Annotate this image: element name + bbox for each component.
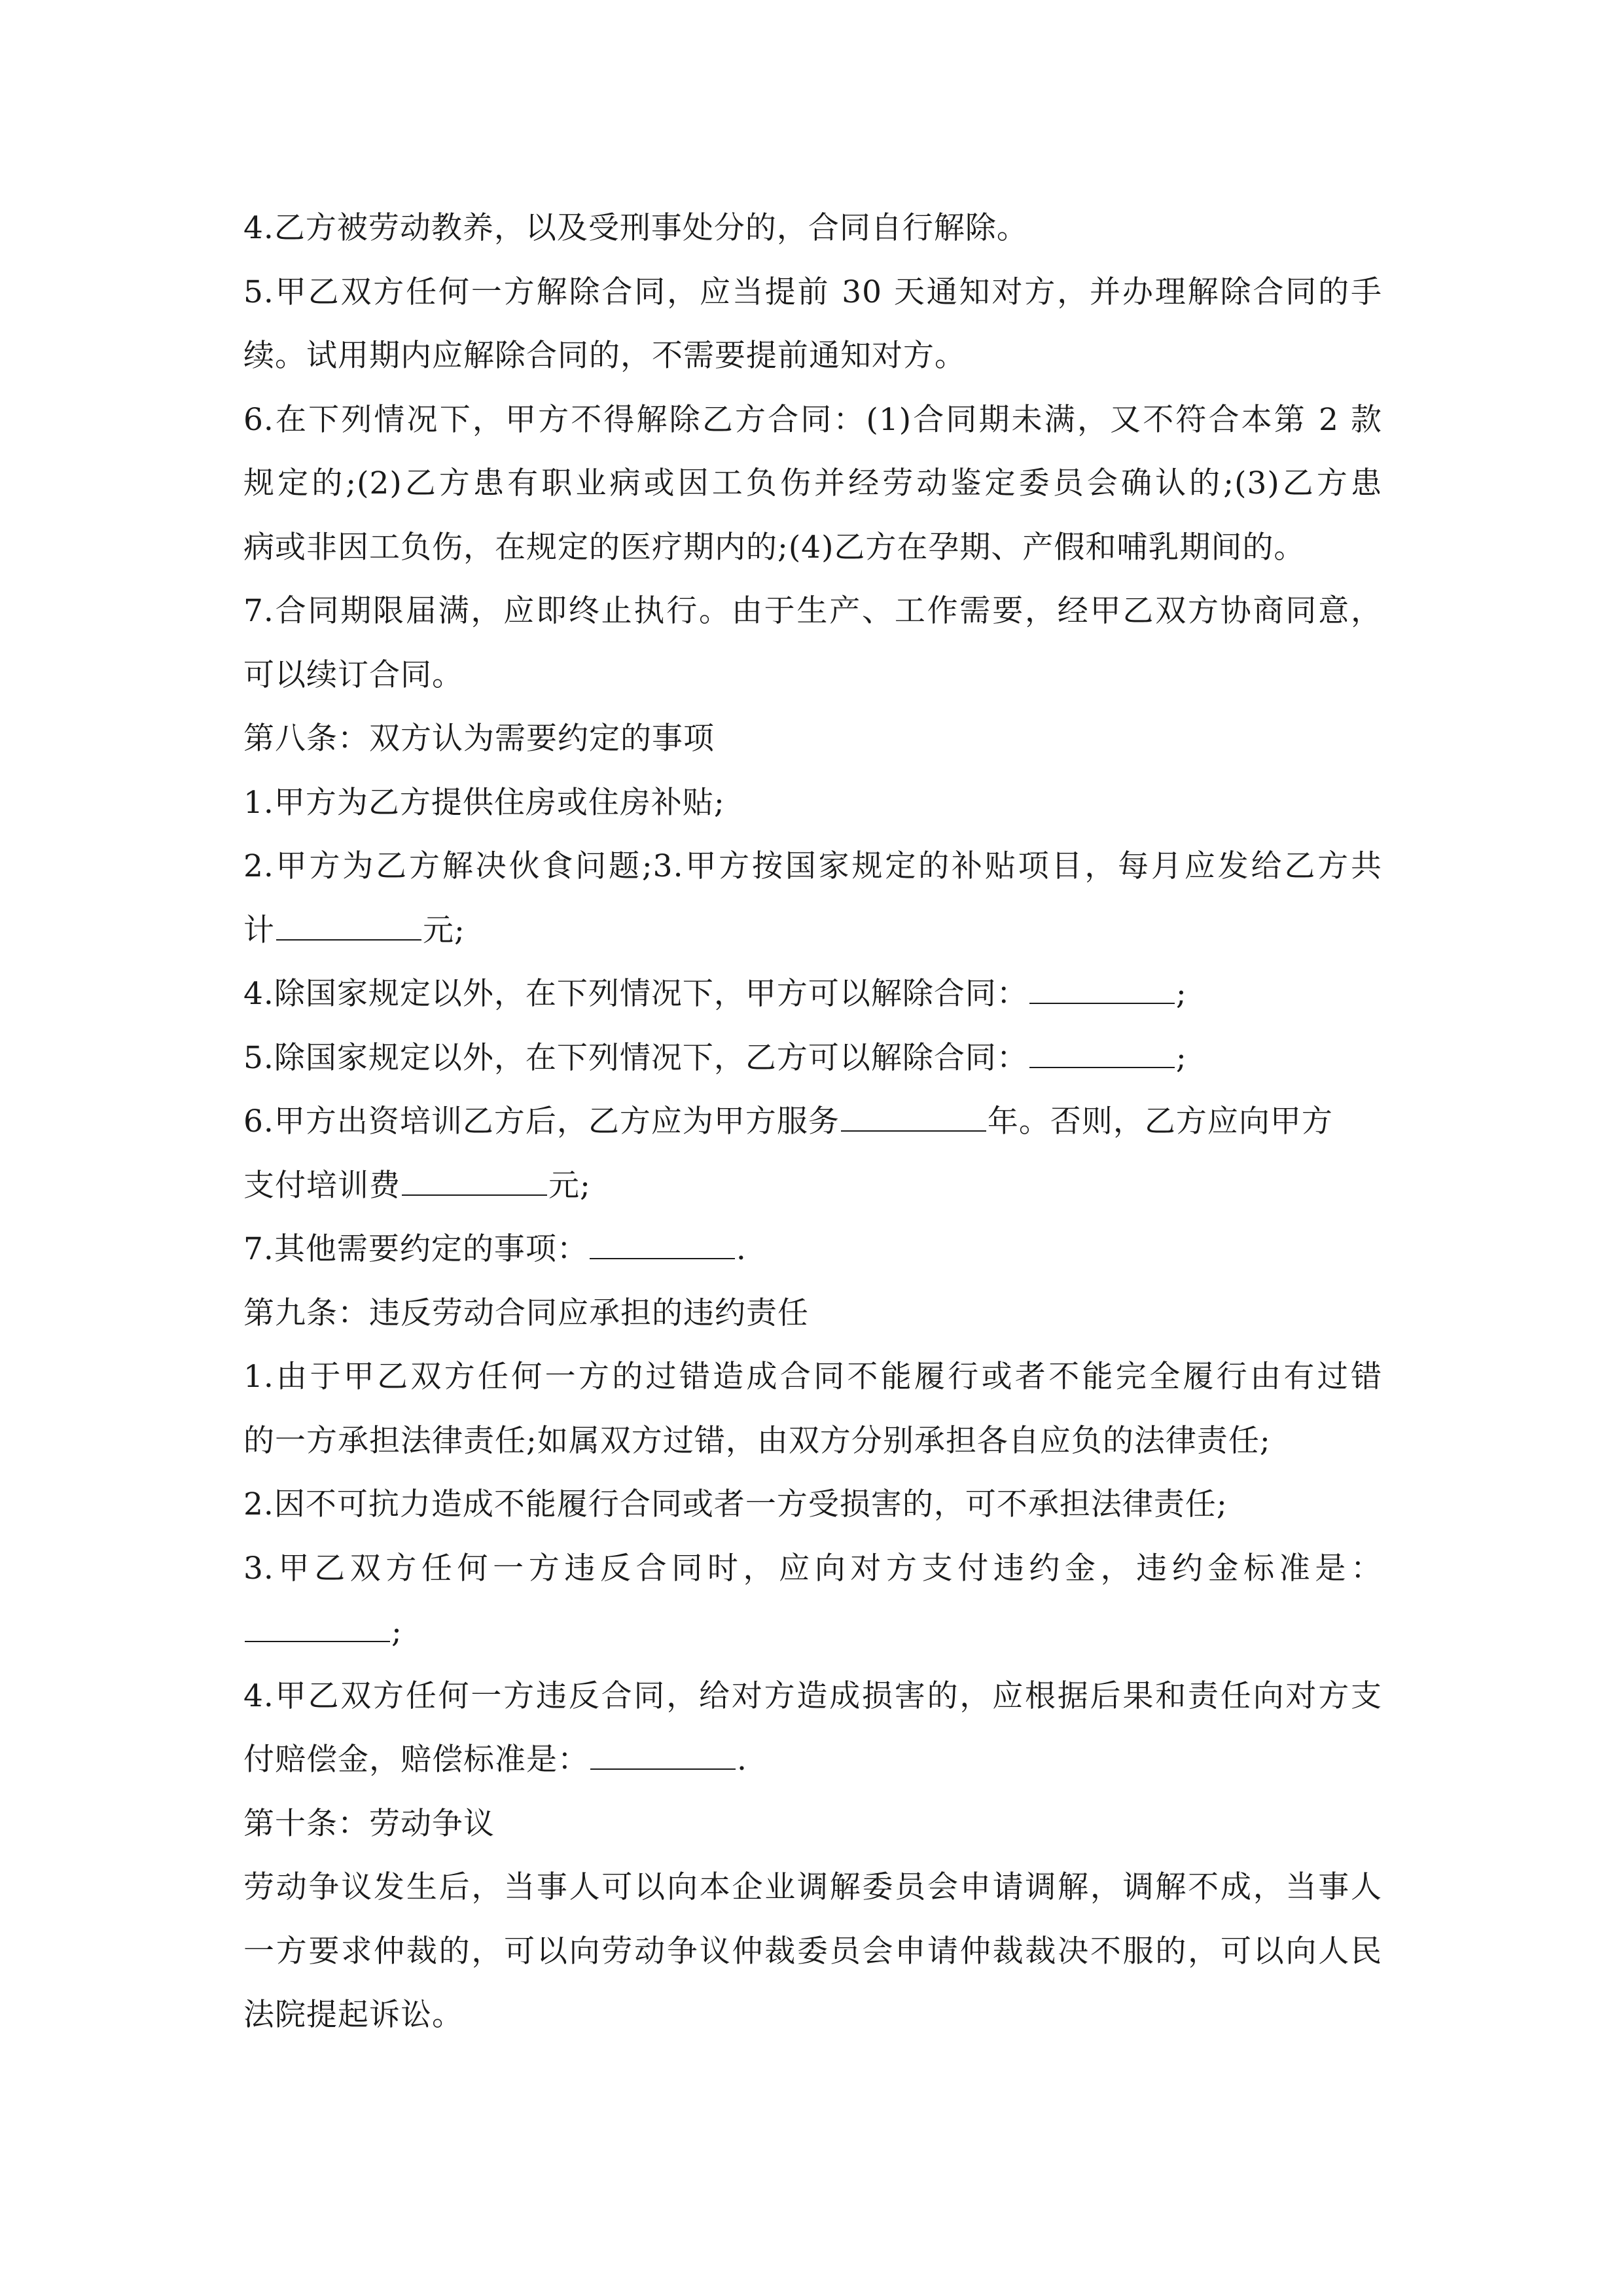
line-text: 续。试用期内应解除合同的，不需要提前通知对方。 [243, 338, 966, 374]
document-line [243, 1728, 1382, 1792]
fill-in-blank [1029, 1001, 1175, 1004]
line-text: 1.由于甲乙双方任何一方的过错造成合同不能履行或者不能完全履行由有过错 [243, 1359, 1382, 1395]
document-line [243, 260, 1382, 325]
line-text: 2.甲方为乙方解决伙食问题;3.甲方按国家规定的补贴项目，每月应发给乙方共 [243, 848, 1382, 884]
line-text: 病或非因工负伤，在规定的医疗期内的;(4)乙方在孕期、产假和哺乳期间的。 [243, 529, 1306, 565]
document-line [243, 834, 1382, 899]
document-line [243, 1600, 1382, 1664]
line-text: 元; [423, 912, 465, 948]
line-text: 第九条：违反劳动合同应承担的违约责任 [243, 1295, 809, 1331]
line-text: 7.合同期限届满，应即终止执行。由于生产、工作需要，经甲乙双方协商同意， [243, 593, 1382, 629]
line-text: 4.除国家规定以外，在下列情况下，甲方可以解除合同： [243, 976, 1028, 1012]
document-line [243, 1090, 1382, 1154]
fill-in-blank [590, 1767, 736, 1770]
line-text: 计 [243, 912, 275, 948]
document-line [243, 1282, 1382, 1346]
line-text: 6.甲方出资培训乙方后，乙方应为甲方服务 [243, 1103, 840, 1139]
line-text: 第十条：劳动争议 [243, 1805, 495, 1842]
document-line [243, 196, 1382, 260]
line-text: 第八条：双方认为需要约定的事项 [243, 721, 715, 757]
fill-in-blank [841, 1129, 986, 1132]
line-text: 可以续订合同。 [243, 656, 463, 693]
fill-in-blank [276, 938, 421, 941]
document-line [243, 1154, 1382, 1218]
document-line [243, 1537, 1382, 1601]
line-text: 的一方承担法律责任;如属双方过错，由双方分别承担各自应负的法律责任; [243, 1422, 1271, 1459]
line-text: 7.其他需要约定的事项： [243, 1231, 588, 1267]
line-text: ; [1175, 976, 1187, 1012]
document-line [243, 1409, 1382, 1473]
document-line [243, 579, 1382, 643]
document-line [243, 388, 1382, 452]
document-body [243, 196, 1382, 2047]
fill-in-blank [1029, 1066, 1175, 1068]
line-text: 3.甲乙双方任何一方违反合同时，应向对方支付违约金，违约金标准是： [243, 1550, 1382, 1587]
line-text: 支付培训费 [243, 1167, 401, 1204]
document-line [243, 1856, 1382, 1920]
document-line [243, 899, 1382, 963]
line-text: 劳动争议发生后，当事人可以向本企业调解委员会申请调解，调解不成，当事人 [243, 1869, 1382, 1905]
line-text: 2.因不可抗力造成不能履行合同或者一方受损害的，可不承担法律责任; [243, 1486, 1228, 1522]
document-line [243, 1664, 1382, 1729]
line-text: 4.甲乙双方任何一方违反合同，给对方造成损害的，应根据后果和责任向对方支 [243, 1677, 1382, 1714]
fill-in-blank [245, 1640, 390, 1642]
document-line [243, 452, 1382, 516]
document-line [243, 516, 1382, 580]
fill-in-blank [590, 1257, 735, 1259]
line-text: 规定的;(2)乙方患有职业病或因工负伤并经劳动鉴定委员会确认的;(3)乙方患 [243, 465, 1382, 501]
line-text: 一方要求仲裁的，可以向劳动争议仲裁委员会申请仲裁裁决不服的，可以向人民 [243, 1933, 1382, 1969]
document-line [243, 1792, 1382, 1856]
fill-in-blank [402, 1193, 547, 1196]
document-line [243, 1217, 1382, 1282]
line-text: 1.甲方为乙方提供住房或住房补贴; [243, 784, 725, 821]
document-line [243, 771, 1382, 835]
line-text: ; [1175, 1039, 1187, 1076]
line-text: 6.在下列情况下，甲方不得解除乙方合同：(1)合同期未满，又不符合本第 2 款 [243, 401, 1382, 438]
line-text: . [736, 1231, 747, 1267]
document-line [243, 1345, 1382, 1409]
line-text: . [737, 1742, 747, 1778]
document-line [243, 962, 1382, 1026]
line-text: ; [391, 1614, 402, 1650]
line-text: 5.甲乙双方任何一方解除合同，应当提前 30 天通知对方，并办理解除合同的手 [243, 274, 1382, 310]
line-text: 5.除国家规定以外，在下列情况下，乙方可以解除合同： [243, 1039, 1028, 1076]
document-line [243, 324, 1382, 388]
line-text: 年。否则，乙方应向甲方 [987, 1103, 1333, 1139]
document-line [243, 1473, 1382, 1537]
line-text: 4.乙方被劳动教养，以及受刑事处分的，合同自行解除。 [243, 210, 1028, 246]
line-text: 付赔偿金，赔偿标准是： [243, 1742, 589, 1778]
document-line [243, 707, 1382, 771]
document-line [243, 1920, 1382, 1984]
line-text: 元; [548, 1167, 591, 1204]
document-line [243, 1026, 1382, 1090]
document-line [243, 643, 1382, 708]
document-line [243, 1983, 1382, 2047]
line-text: 法院提起诉讼。 [243, 1997, 463, 2033]
